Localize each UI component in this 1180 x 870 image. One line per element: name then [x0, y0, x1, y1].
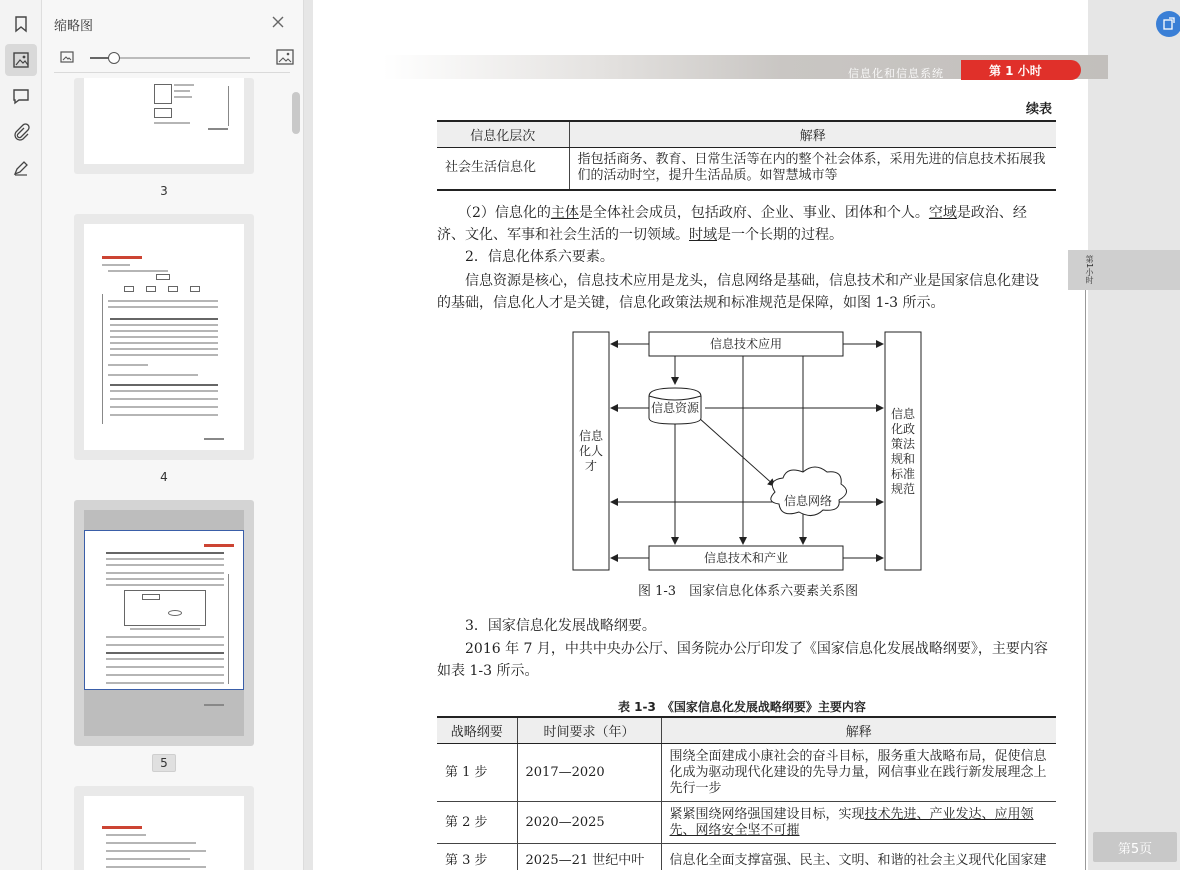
- resource-label: 信息资源: [650, 401, 700, 415]
- table-cell: 2025—21 世纪中叶: [517, 844, 661, 870]
- table-cell: 第 1 步: [437, 744, 517, 802]
- table-cell: 2020—2025: [517, 802, 661, 844]
- table-header: 解释: [569, 121, 1056, 148]
- comment-icon[interactable]: [5, 80, 37, 112]
- policy-box: [885, 332, 921, 570]
- text-run: 济、文化、军事和社会生活的一切领域。: [437, 227, 689, 243]
- text-run: 是政治、经: [956, 205, 1027, 221]
- thumbnail-label-text: 5: [152, 754, 176, 772]
- continued-label: 续表: [1026, 102, 1053, 117]
- thumbnail-zoom-control: [54, 46, 296, 70]
- tech-application-label: 信息技术应用: [709, 337, 783, 351]
- table-cell: 指包括商务、教育、日常生活等在内的整个社会体系，采用先进的信息技术拓展我们的活动时空，提升生活品质。如智慧城市等: [569, 148, 1056, 190]
- table-header-row: [437, 717, 1056, 744]
- table-header: 战略纲要: [437, 717, 517, 744]
- table-header: 时间要求（年）: [517, 717, 661, 744]
- table-row: [437, 844, 1056, 870]
- thumbnail-page-6[interactable]: [74, 786, 254, 870]
- thumbnail-image: [84, 796, 244, 870]
- table-cell: 2017—2020: [517, 744, 661, 802]
- text-run: （2）信息化的: [465, 205, 551, 221]
- table-cell: 第 2 步: [437, 802, 517, 844]
- paragraph-subject: [437, 202, 1062, 246]
- underlined-term: 主体: [550, 205, 579, 221]
- thumbnail-panel: [42, 0, 304, 870]
- panel-title: 缩略图: [54, 19, 94, 34]
- text-run: 是一个长期的过程。: [717, 227, 843, 243]
- paragraph-line: 信息资源是核心，信息技术应用是龙头，信息网络是基础，信息技术和产业是国家信息化建设: [465, 273, 1039, 289]
- thumbnail-page-4[interactable]: [74, 214, 254, 460]
- underlined-term: 空域: [928, 205, 957, 221]
- table-header: 解释: [661, 717, 1056, 744]
- table-row: [437, 744, 1056, 802]
- underlined-term: 时域: [689, 227, 717, 243]
- table-cell: [661, 802, 1056, 844]
- levels-table: [437, 120, 1056, 191]
- paragraph-line: 2016 年 7 月，中共中央办公厅、国务院办公厅印发了《国家信息化发展战略纲要》，主要内容: [465, 641, 1048, 657]
- policy-label: 信息化政策法规和标准规范: [890, 407, 916, 496]
- table-cell: 第 3 步: [437, 844, 517, 870]
- network-label: 信息网络: [783, 494, 833, 508]
- text-run: 紧紧围绕网络强国建设目标，实现: [669, 806, 865, 822]
- left-toolbar: [0, 0, 42, 870]
- table-caption: 表 1-3 《国家信息化发展战略纲要》主要内容: [618, 700, 866, 714]
- image-small-icon[interactable]: [60, 50, 74, 64]
- header-section-title: 信息化和信息系统: [848, 67, 944, 80]
- zoom-slider[interactable]: [90, 57, 250, 59]
- image-large-icon[interactable]: [276, 48, 294, 66]
- thumbnail-label-selected: [74, 754, 254, 772]
- table-header: 信息化层次: [437, 121, 569, 148]
- thumbnail-icon[interactable]: [5, 44, 37, 76]
- underlined-term: 技术先进、产业发达、应用领先、网络安全坚不可摧: [669, 806, 1034, 838]
- thumbnail-label: 4: [160, 470, 168, 484]
- table-row: [437, 148, 1056, 190]
- tech-industry-label: 信息技术和产业: [703, 551, 789, 565]
- talent-label: 信息化人才: [578, 429, 604, 473]
- text-run: 是全体社会成员，包括政府、企业、事业、团体和个人。: [578, 205, 929, 221]
- export-icon[interactable]: [1156, 11, 1180, 37]
- six-elements-diagram: [563, 322, 933, 577]
- thumbnail-page-3[interactable]: [74, 78, 254, 174]
- document-page: [313, 0, 1088, 870]
- strategy-table: [437, 716, 1056, 870]
- table-row: [437, 802, 1056, 844]
- close-icon[interactable]: [270, 14, 286, 30]
- thumbnail-scrollbar[interactable]: [292, 92, 300, 134]
- header-hour-badge: 第 1 小时: [961, 60, 1081, 80]
- attachment-icon[interactable]: [5, 116, 37, 148]
- side-rule: [1085, 290, 1086, 870]
- thumbnail-image: [84, 78, 244, 164]
- chapter-side-tab[interactable]: [1068, 250, 1180, 290]
- document-viewer[interactable]: [305, 0, 1180, 870]
- table-cell: 信息化全面支撑富强、民主、文明、和谐的社会主义现代化国家建: [661, 844, 1056, 870]
- figure-caption: 图 1-3 国家信息化体系六要素关系图: [638, 584, 859, 599]
- table-header-row: [437, 121, 1056, 148]
- thumbnail-image: [84, 510, 244, 736]
- side-tab-label: 第1小时: [1085, 255, 1094, 285]
- thumbnail-label: 3: [160, 184, 168, 198]
- thumbnail-image: [84, 224, 244, 450]
- thumbnail-page-5[interactable]: [74, 500, 254, 746]
- paragraph-line: 如表 1-3 所示。: [437, 663, 539, 679]
- cloud-shape: [771, 467, 847, 516]
- divider: [54, 72, 290, 73]
- zoom-slider-handle[interactable]: [108, 52, 120, 64]
- section-heading: 3．国家信息化发展战略纲要。: [465, 618, 656, 634]
- paragraph-line: 的基础，信息化人才是关键，信息化政策法规和标准规范是保障，如图 1-3 所示。: [437, 295, 945, 311]
- table-cell: 围绕全面建成小康社会的奋斗目标，服务重大战略布局，促使信息化成为驱动现代化建设的先导力量，网信事业在践行新发展理念上先行一步: [661, 744, 1056, 802]
- table-cell: 社会生活信息化: [437, 148, 569, 190]
- page-number-indicator[interactable]: 第5页: [1093, 832, 1177, 862]
- signature-icon[interactable]: [5, 152, 37, 184]
- bookmark-icon[interactable]: [5, 8, 37, 40]
- section-heading: 2．信息化体系六要素。: [465, 249, 614, 265]
